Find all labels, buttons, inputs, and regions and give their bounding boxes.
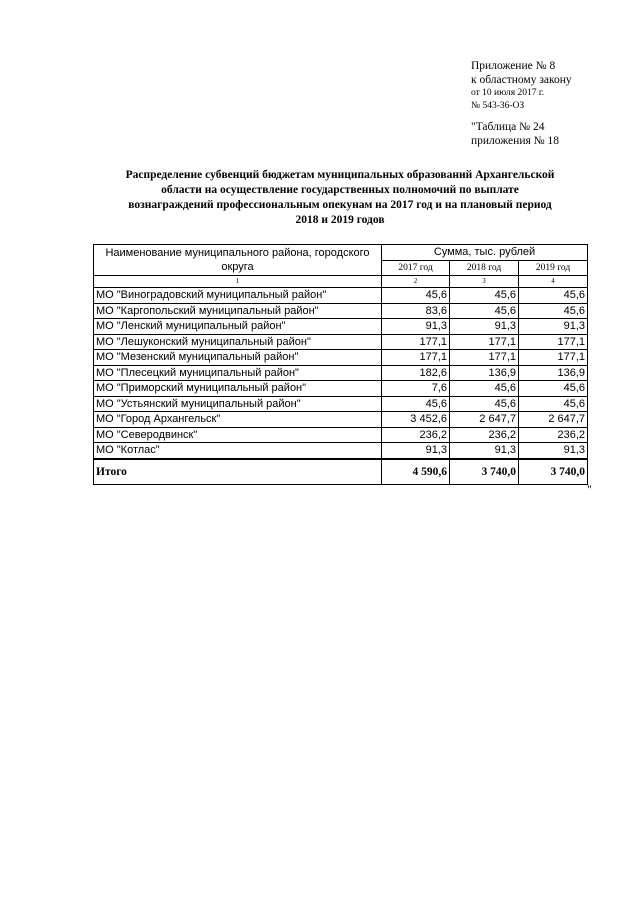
column-index: 1 [94,276,382,288]
value-2018: 91,3 [450,319,519,335]
total-label: Итого [94,459,382,485]
value-2018: 236,2 [450,427,519,443]
value-2019: 91,3 [519,443,588,459]
title-line: вознаграждений профессиональным опекунам на 2017 год и на плановый период [128,199,552,211]
total-2017: 4 590,6 [382,459,450,485]
value-2019: 45,6 [519,288,588,304]
document-title [92,168,588,228]
total-2018: 3 740,0 [450,459,519,485]
municipality-name: МО "Котлас" [94,443,382,459]
municipality-name: МО "Устьянский муниципальный район" [94,396,382,412]
year-header-2019: 2019 год [519,260,588,276]
value-2019: 136,9 [519,365,588,381]
value-2017: 177,1 [382,334,450,350]
value-2019: 45,6 [519,381,588,397]
appendix-reference: приложения № 18 [471,135,559,147]
table-row [94,288,588,304]
closing-quote: " [587,482,592,496]
municipality-name: МО "Каргопольский муниципальный район" [94,303,382,319]
law-date: от 10 июля 2017 г. [471,88,545,98]
table-row [94,350,588,366]
value-2018: 45,6 [450,303,519,319]
name-column-header: Наименование муниципального района, городского округа [94,245,382,276]
table-row [94,412,588,428]
table-row [94,365,588,381]
table-number: "Таблица № 24 [471,121,545,133]
table-row [94,443,588,459]
table-row [94,319,588,335]
year-header-2018: 2018 год [450,260,519,276]
table-row [94,303,588,319]
municipality-name: МО "Лешуконский муниципальный район" [94,334,382,350]
value-2017: 45,6 [382,288,450,304]
column-index: 4 [519,276,588,288]
sum-column-header: Сумма, тыс. рублей [382,245,588,261]
municipality-name: МО "Приморский муниципальный район" [94,381,382,397]
municipality-name: МО "Северодвинск" [94,427,382,443]
value-2018: 45,6 [450,288,519,304]
value-2019: 45,6 [519,303,588,319]
table-row [94,427,588,443]
value-2018: 177,1 [450,334,519,350]
value-2018: 91,3 [450,443,519,459]
value-2017: 3 452,6 [382,412,450,428]
title-line: 2018 и 2019 годов [295,214,385,226]
municipality-name: МО "Мезенский муниципальный район" [94,350,382,366]
law-number: № 543-36-ОЗ [471,101,525,111]
total-2019: 3 740,0 [519,459,588,485]
value-2018: 45,6 [450,396,519,412]
table-row [94,396,588,412]
subvention-table [93,244,588,485]
column-index: 2 [382,276,450,288]
document-header [471,59,572,148]
year-header-2017: 2017 год [382,260,450,276]
value-2018: 177,1 [450,350,519,366]
value-2017: 7,6 [382,381,450,397]
municipality-name: МО "Виноградовский муниципальный район" [94,288,382,304]
value-2017: 91,3 [382,443,450,459]
value-2019: 91,3 [519,319,588,335]
value-2017: 236,2 [382,427,450,443]
title-line: Распределение субвенций бюджетам муниципальных образований Архангельской [125,169,555,181]
municipality-name: МО "Город Архангельск" [94,412,382,428]
value-2017: 83,6 [382,303,450,319]
value-2019: 236,2 [519,427,588,443]
value-2019: 45,6 [519,396,588,412]
value-2017: 177,1 [382,350,450,366]
value-2017: 45,6 [382,396,450,412]
value-2019: 177,1 [519,350,588,366]
column-index: 3 [450,276,519,288]
value-2017: 91,3 [382,319,450,335]
value-2019: 177,1 [519,334,588,350]
value-2018: 2 647,7 [450,412,519,428]
law-reference: к областному закону [471,74,572,86]
total-row [94,459,588,485]
municipality-name: МО "Плесецкий муниципальный район" [94,365,382,381]
municipality-name: МО "Ленский муниципальный район" [94,319,382,335]
appendix-number: Приложение № 8 [471,60,556,72]
value-2019: 2 647,7 [519,412,588,428]
value-2017: 182,6 [382,365,450,381]
table-row [94,381,588,397]
value-2018: 136,9 [450,365,519,381]
title-line: области на осуществление государственных полномочий по выплате [161,184,519,196]
table-row [94,334,588,350]
value-2018: 45,6 [450,381,519,397]
